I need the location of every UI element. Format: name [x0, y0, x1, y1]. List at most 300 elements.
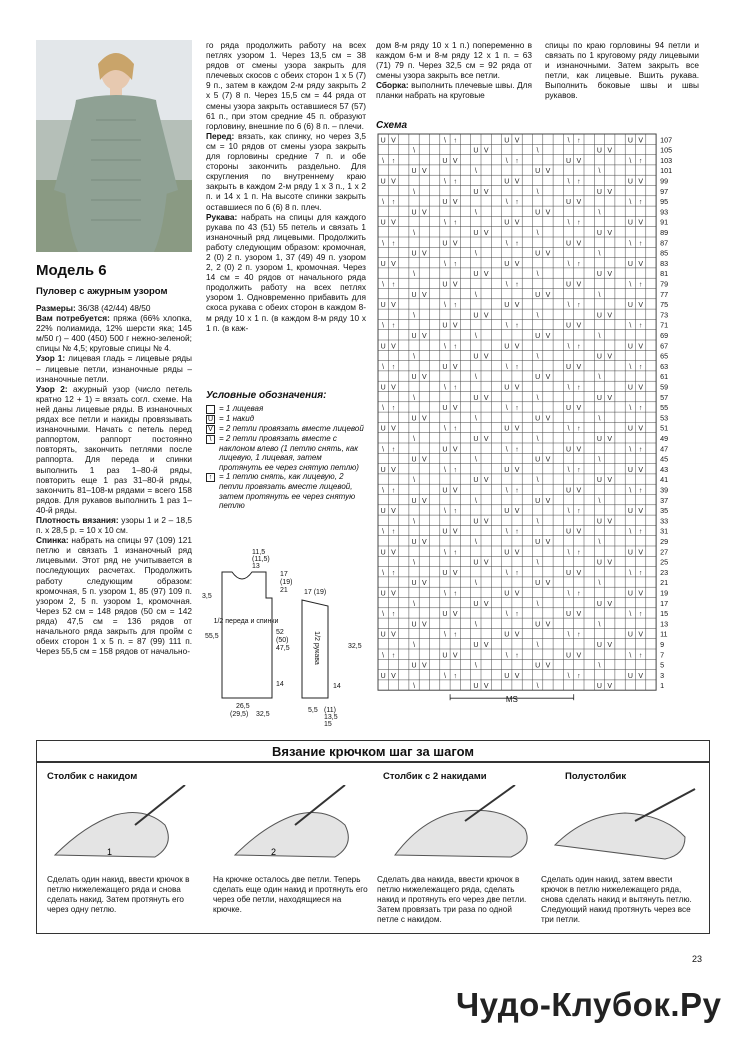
chart-symbol: U [473, 353, 479, 361]
chart-symbol: V [607, 559, 613, 567]
chart-symbol: V [391, 508, 396, 516]
chart-symbol: V [638, 343, 643, 351]
chart-symbol: V [545, 580, 551, 588]
row-number: 73 [660, 310, 669, 320]
chart-symbol: ↑ [577, 384, 581, 392]
chart-symbol: V [452, 322, 458, 330]
dim: 5,5 [308, 707, 318, 714]
chart-symbol: ↑ [515, 487, 519, 495]
chart-symbol: U [411, 580, 417, 588]
chart-symbol: ↑ [577, 425, 581, 433]
chart-symbol: \ [413, 188, 416, 196]
chart-symbol: ↑ [453, 137, 457, 145]
chart-symbol: V [422, 456, 427, 464]
legend [206, 404, 366, 511]
steps-title: Вязание крючком шаг за шагом [271, 744, 475, 759]
chart-symbol: ↑ [453, 384, 457, 392]
chart-symbol: V [576, 487, 582, 495]
chart-symbol: V [607, 477, 613, 485]
chart-symbol: V [514, 302, 520, 310]
dim: 13 [252, 563, 260, 570]
chart-symbol: ↑ [391, 569, 396, 577]
dim: 55,5 [205, 633, 219, 640]
page-number: 23 [692, 954, 703, 964]
row-number: 5 [660, 660, 665, 670]
row-number: 55 [660, 403, 669, 413]
chart-symbol: U [411, 539, 417, 546]
chart-symbol: \ [598, 621, 601, 629]
chart-symbol: V [452, 528, 458, 536]
step-number: 2 [271, 847, 277, 857]
chart-symbol: \ [382, 157, 385, 165]
chart-symbol: \ [505, 652, 508, 660]
chart-symbol: U [442, 281, 448, 289]
step-text: Сделать два накида, ввести крючок в петлю нижележащего ряда, сделать накид и протянуть его через две петли. Затем провязать три раза по одной петле с накидом. [377, 875, 527, 924]
chart-symbol: ↑ [577, 631, 581, 639]
chart-symbol: U [535, 539, 541, 546]
chart-symbol: U [596, 477, 602, 485]
chart-symbol: V [391, 672, 396, 680]
chart-symbol: ↑ [453, 178, 457, 186]
chart-symbol: \ [474, 662, 477, 670]
chart-symbol: \ [629, 569, 632, 577]
row-number: 63 [660, 361, 669, 371]
chart-symbol: \ [567, 178, 570, 186]
chart-symbol: \ [382, 322, 385, 330]
chart-symbol: V [638, 260, 643, 268]
chart-symbol: V [514, 425, 520, 433]
chart-symbol: V [576, 199, 582, 207]
chart-symbol: \ [474, 333, 477, 340]
chart-symbol: V [483, 477, 489, 485]
chart-symbol: ↑ [453, 672, 457, 680]
chart-symbol: U [504, 631, 510, 639]
chart-symbol: V [514, 178, 520, 186]
chart-symbol: U [627, 631, 633, 639]
chart-symbol: \ [474, 621, 477, 629]
chart-symbol: V [576, 446, 582, 454]
chart-symbol: U [566, 199, 572, 207]
chart-symbol: \ [536, 436, 539, 443]
chart-symbol: ↑ [577, 466, 581, 474]
chart-symbol: U [380, 549, 386, 557]
chart-symbol: \ [567, 590, 570, 598]
chart-symbol: V [576, 322, 582, 330]
chart-symbol: \ [505, 569, 508, 577]
chart-symbol: U [627, 302, 633, 310]
chart-symbol: V [607, 147, 613, 155]
chart-symbol: V [514, 219, 520, 227]
chart-symbol: \ [413, 271, 416, 279]
row-number: 107 [660, 135, 673, 145]
chart-symbol: \ [536, 642, 539, 649]
chart-symbol: \ [505, 240, 508, 248]
chart-symbol: \ [567, 672, 570, 680]
chart-symbol: V [422, 291, 427, 299]
crochet-steps-box [36, 740, 710, 934]
chart-symbol: U [380, 178, 386, 186]
instructions-col4: спицы по краю горловины 94 петли и связать по 1 круговому ряду лицевыми и изнаночными. Затем закрыть все петли, как лицевые. Вшить рукава. Выполнить боковые швы и швы рукавов. [545, 40, 699, 101]
chart-symbol: V [452, 652, 458, 660]
chart-symbol: V [607, 600, 613, 608]
chart-symbol: V [638, 137, 643, 145]
chart-symbol: V [452, 611, 458, 619]
chart-symbol: ↑ [453, 549, 457, 557]
chart-symbol: V [638, 508, 643, 516]
chart-symbol: V [483, 312, 489, 320]
chart-symbol: ↑ [638, 446, 643, 454]
chart-symbol: \ [474, 415, 477, 423]
row-number: 15 [660, 609, 669, 619]
garment-schematic [200, 548, 370, 728]
chart-symbol: \ [505, 405, 508, 413]
row-number: 71 [660, 320, 669, 330]
chart-symbol: V [422, 415, 427, 423]
chart-symbol: V [452, 363, 458, 371]
chart-symbol: U [504, 260, 510, 268]
chart-symbol: U [596, 559, 602, 567]
chart-symbol: \ [567, 631, 570, 639]
chart-symbol: ↑ [638, 199, 643, 207]
chart-symbol: ↑ [515, 569, 519, 577]
chart-symbol: U [627, 343, 633, 351]
chart-symbol: U [566, 363, 572, 371]
chart-symbol: U [442, 652, 448, 660]
chart-symbol: \ [629, 157, 632, 165]
row-number: 101 [660, 166, 673, 176]
chart-symbol: U [566, 240, 572, 248]
chart-symbol: U [535, 662, 541, 670]
dim: 15 [324, 721, 332, 728]
chart-symbol: \ [382, 199, 385, 207]
chart-symbol: ↑ [391, 487, 396, 495]
chart-symbol: \ [474, 250, 477, 258]
dim: (11,5) [252, 556, 270, 563]
chart-symbol: V [391, 631, 396, 639]
chart-symbol: U [566, 322, 572, 330]
chart-symbol: V [483, 600, 489, 608]
chart-symbol: U [473, 147, 479, 155]
chart-symbol: V [422, 497, 427, 505]
chart-symbol: U [411, 415, 417, 423]
chart-symbol: \ [382, 281, 385, 289]
chart-symbol: U [566, 405, 572, 413]
chart-symbol: \ [474, 456, 477, 464]
chart-symbol: V [452, 281, 458, 289]
chart-symbol: U [473, 394, 479, 402]
chart-symbol: ↑ [453, 466, 457, 474]
chart-symbol: \ [629, 405, 632, 413]
row-number: 31 [660, 526, 669, 536]
chart-symbol: \ [567, 260, 570, 268]
chart-symbol: ↑ [577, 508, 581, 516]
chart-symbol: \ [629, 322, 632, 330]
chart-symbol: \ [629, 363, 632, 371]
chart-symbol: U [596, 147, 602, 155]
row-number: 39 [660, 485, 669, 495]
chart-symbol: U [473, 477, 479, 485]
chart-symbol: V [514, 672, 520, 680]
chart-symbol: V [514, 343, 520, 351]
chart-symbol: U [473, 518, 479, 526]
chart-symbol: U [535, 333, 541, 340]
chart-symbol: \ [413, 436, 416, 443]
chart-symbol: ↑ [515, 322, 519, 330]
chart-symbol: V [483, 394, 489, 402]
chart-symbol: ↑ [391, 281, 396, 289]
chart-symbol: \ [413, 230, 416, 237]
chart-symbol: U [627, 137, 633, 145]
row-number: 91 [660, 217, 669, 227]
chart-symbol: U [627, 260, 633, 268]
chart-symbol: ↑ [577, 549, 581, 557]
chart-symbol: \ [443, 302, 446, 310]
legend-item-text: = 2 петли провязать вместе лицевой [219, 424, 364, 433]
chart-symbol: \ [505, 322, 508, 330]
chart-symbol: U [411, 250, 417, 258]
chart-symbol: U [473, 559, 479, 567]
row-number: 93 [660, 207, 669, 217]
chart-symbol: U [473, 230, 479, 237]
chart-symbol: \ [567, 137, 570, 145]
chart-symbol: U [596, 353, 602, 361]
legend-item [206, 434, 366, 472]
chart-symbol: V [514, 260, 520, 268]
chart-symbol: \ [598, 291, 601, 299]
chart-symbol: ↑ [453, 343, 457, 351]
row-number: 67 [660, 341, 669, 351]
chart-symbol: U [442, 405, 448, 413]
chart-symbol: U [535, 374, 541, 382]
chart-symbol: \ [505, 528, 508, 536]
chart-symbol: U [535, 580, 541, 588]
row-number: 45 [660, 454, 669, 464]
chart-symbol: U [504, 219, 510, 227]
chart-symbol: ↑ [453, 631, 457, 639]
chart-symbol: V [514, 137, 520, 145]
ssk-symbol-icon: \ [206, 435, 215, 444]
chart-symbol: \ [382, 611, 385, 619]
chart-symbol: V [607, 271, 613, 279]
chart-symbol: \ [382, 528, 385, 536]
chart-symbol: V [514, 384, 520, 392]
row-number: 23 [660, 567, 669, 577]
chart-symbol: V [545, 291, 551, 299]
chart-symbol: V [638, 425, 643, 433]
chart-symbol: ↑ [453, 590, 457, 598]
chart-symbol: U [442, 240, 448, 248]
instructions-col2: го ряда продолжить работу на всех петлях узором 1. Через 13,5 см = 38 рядов от смены узора закрыть для плечевых скосов с обеих сторон 1 х 5 (7) 9 п., затем в каждом 2-м ряду закрыть 2 х 5 (7) 8 п. Через 15,5 см = 44 ряда от смены узора закрыть оставшиеся 57 (57) 61 п., при этом средние 45 п. образуют горловину, внешние по 6 (6) 8 п. – плечи. Перед: вязать, как спинку, но через 3,5 см = 10 рядов от смены узора закрыть для горловины средние 7 п. и обе стороны закончить раздельно. Для скругления по внутреннему краю закрыть в каждом 2-м ряду 1 х 3 п., 1 х 2 п. и 14 х 1 п. На высоте спинки закрыть оставшиеся по 6 (6) 8 п. плеч. Рукава: набрать на спицы для каждого рукава по 43 (51) 55 петель и связать 1 изнаночный ряд лицевыми. Продолжить работу следующим образом: кромочная, 2 (0) 2 п. узором 1, 37 (49) 49 п. узором 2, 2 (0) 2 п. узором 1, кромочная. Через 14 см = 40 рядов от начального ряда продолжить работу на всех петлях узором 1. Одновременно прибавить для скоса рукава с обеих сторон в каждом 8-м ряду 10 х 1 п. (в каждом 8-м ряду 10 х 1 п. (в каж- [206, 40, 366, 333]
chart-symbol: \ [536, 188, 539, 196]
row-number: 3 [660, 670, 665, 680]
row-number: 37 [660, 495, 669, 505]
chart-symbol: U [504, 425, 510, 433]
dim: 14 [333, 683, 341, 690]
chart-symbol: \ [598, 250, 601, 258]
chart-symbol: V [422, 333, 427, 340]
crochet-illustrations [45, 785, 705, 869]
chart-symbol: \ [505, 446, 508, 454]
dim: 32,5 [348, 643, 362, 650]
chart-symbol: ↑ [391, 652, 396, 660]
row-number: 43 [660, 464, 669, 474]
chart-symbol: V [391, 302, 396, 310]
yarn-over-symbol-icon: U [207, 416, 214, 423]
chart-symbol: U [535, 250, 541, 258]
row-number: 85 [660, 248, 669, 258]
chart-symbol: ↑ [391, 199, 396, 207]
chart-symbol: V [452, 569, 458, 577]
chart-symbol: U [504, 549, 510, 557]
row-number: 75 [660, 300, 669, 310]
chart-symbol: U [473, 188, 479, 196]
chart-symbol: U [566, 528, 572, 536]
row-number: 69 [660, 331, 669, 340]
chart-symbol: U [504, 466, 510, 474]
chart-symbol: U [627, 508, 633, 516]
chart-symbol: V [545, 456, 551, 464]
chart-symbol: V [422, 539, 427, 546]
sk2p-symbol-icon: ↑ [206, 473, 215, 482]
chart-symbol: U [411, 168, 417, 176]
chart-symbol: V [576, 281, 582, 289]
chart-symbol: \ [536, 518, 539, 526]
chart-symbol: \ [413, 600, 416, 608]
chart-symbol: V [391, 549, 396, 557]
chart-symbol: \ [629, 281, 632, 289]
chart-symbol: U [380, 508, 386, 516]
chart-symbol: U [627, 549, 633, 557]
chart-symbol: U [380, 260, 386, 268]
chart-symbol: V [607, 230, 613, 237]
chart-symbol: U [504, 343, 510, 351]
chart-symbol: U [411, 662, 417, 670]
chart-symbol: V [607, 683, 613, 691]
k2tog-symbol-icon: V [206, 425, 215, 434]
chart-symbol: V [422, 580, 427, 588]
chart-symbol: V [452, 199, 458, 207]
chart-symbol: \ [505, 363, 508, 371]
row-number: 27 [660, 547, 669, 557]
legend-item [206, 472, 366, 510]
row-number: 105 [660, 145, 673, 155]
chart-symbol: \ [598, 333, 601, 340]
chart-symbol: U [411, 291, 417, 299]
chart-symbol: \ [474, 539, 477, 546]
chart-symbol: V [483, 271, 489, 279]
chart-symbol: U [442, 322, 448, 330]
chart-symbol: \ [474, 374, 477, 382]
chart-symbol: ↑ [577, 590, 581, 598]
row-number: 53 [660, 413, 669, 423]
chart-symbol: \ [598, 168, 601, 176]
chart-symbol: V [391, 384, 396, 392]
back-front-label: 1/2 переда и спинки [213, 618, 279, 625]
chart-symbol: V [422, 209, 427, 217]
chart-symbol: \ [536, 230, 539, 237]
chart-symbol: \ [443, 672, 446, 680]
chart-symbol: ↑ [453, 508, 457, 516]
chart-symbol: V [483, 147, 489, 155]
chart-symbol: U [442, 528, 448, 536]
chart-symbol: U [627, 384, 633, 392]
chart-symbol: V [452, 240, 458, 248]
chart-symbol: V [452, 405, 458, 413]
row-number: 61 [660, 372, 669, 382]
row-number: 7 [660, 650, 665, 660]
chart-symbol: \ [567, 508, 570, 516]
row-number: 59 [660, 382, 669, 392]
chart-symbol: \ [505, 281, 508, 289]
chart-symbol: \ [413, 518, 416, 526]
chart-symbol: V [391, 343, 396, 351]
chart-symbol: \ [443, 590, 446, 598]
chart-symbol: V [391, 425, 396, 433]
row-number: 33 [660, 516, 669, 526]
chart-symbol: \ [443, 343, 446, 351]
chart-symbol: U [596, 271, 602, 279]
chart-symbol: U [442, 363, 448, 371]
chart-symbol: U [535, 456, 541, 464]
chart-symbol: \ [413, 394, 416, 402]
chart-symbol: ↑ [515, 528, 519, 536]
chart-symbol: U [380, 384, 386, 392]
chart-symbol: V [452, 487, 458, 495]
chart-symbol: V [607, 188, 613, 196]
chart-symbol: V [576, 405, 582, 413]
chart-symbol: U [566, 652, 572, 660]
row-number: 89 [660, 228, 669, 237]
chart-symbol: ↑ [638, 487, 643, 495]
chart-symbol: \ [536, 312, 539, 320]
steps-divider [37, 761, 709, 763]
chart-symbol: ↑ [391, 240, 396, 248]
chart-symbol: U [627, 178, 633, 186]
sleeve-label: 1/2 рукава [313, 631, 320, 665]
chart-symbol: V [483, 353, 489, 361]
chart-symbol: \ [598, 456, 601, 464]
chart-symbol: \ [629, 652, 632, 660]
chart-symbol: U [411, 333, 417, 340]
chart-symbol: \ [474, 580, 477, 588]
chart-symbol: ↑ [453, 260, 457, 268]
chart-symbol: V [576, 363, 582, 371]
step-number: 1 [107, 847, 113, 857]
legend-item [206, 414, 366, 424]
chart-symbol: V [391, 590, 396, 598]
chart-symbol: V [391, 260, 396, 268]
chart-symbol: \ [536, 683, 539, 691]
chart-symbol: U [473, 312, 479, 320]
chart-symbol: ↑ [577, 302, 581, 310]
chart-symbol: U [535, 415, 541, 423]
chart-symbol: ↑ [515, 446, 519, 454]
row-number: 65 [660, 351, 669, 361]
row-number: 81 [660, 269, 669, 279]
schema-title: Схема [376, 120, 408, 131]
chart-symbol: \ [536, 147, 539, 155]
chart-symbol: ↑ [577, 219, 581, 227]
chart-symbol: U [627, 672, 633, 680]
chart-symbol: \ [598, 209, 601, 217]
chart-symbol: \ [567, 466, 570, 474]
brand-watermark: Чудо-Клубок.Ру [456, 986, 722, 1023]
chart-symbol: \ [443, 137, 446, 145]
chart-symbol: U [380, 590, 386, 598]
chart-symbol: \ [629, 446, 632, 454]
chart-symbol: U [504, 508, 510, 516]
chart-symbol: \ [567, 302, 570, 310]
